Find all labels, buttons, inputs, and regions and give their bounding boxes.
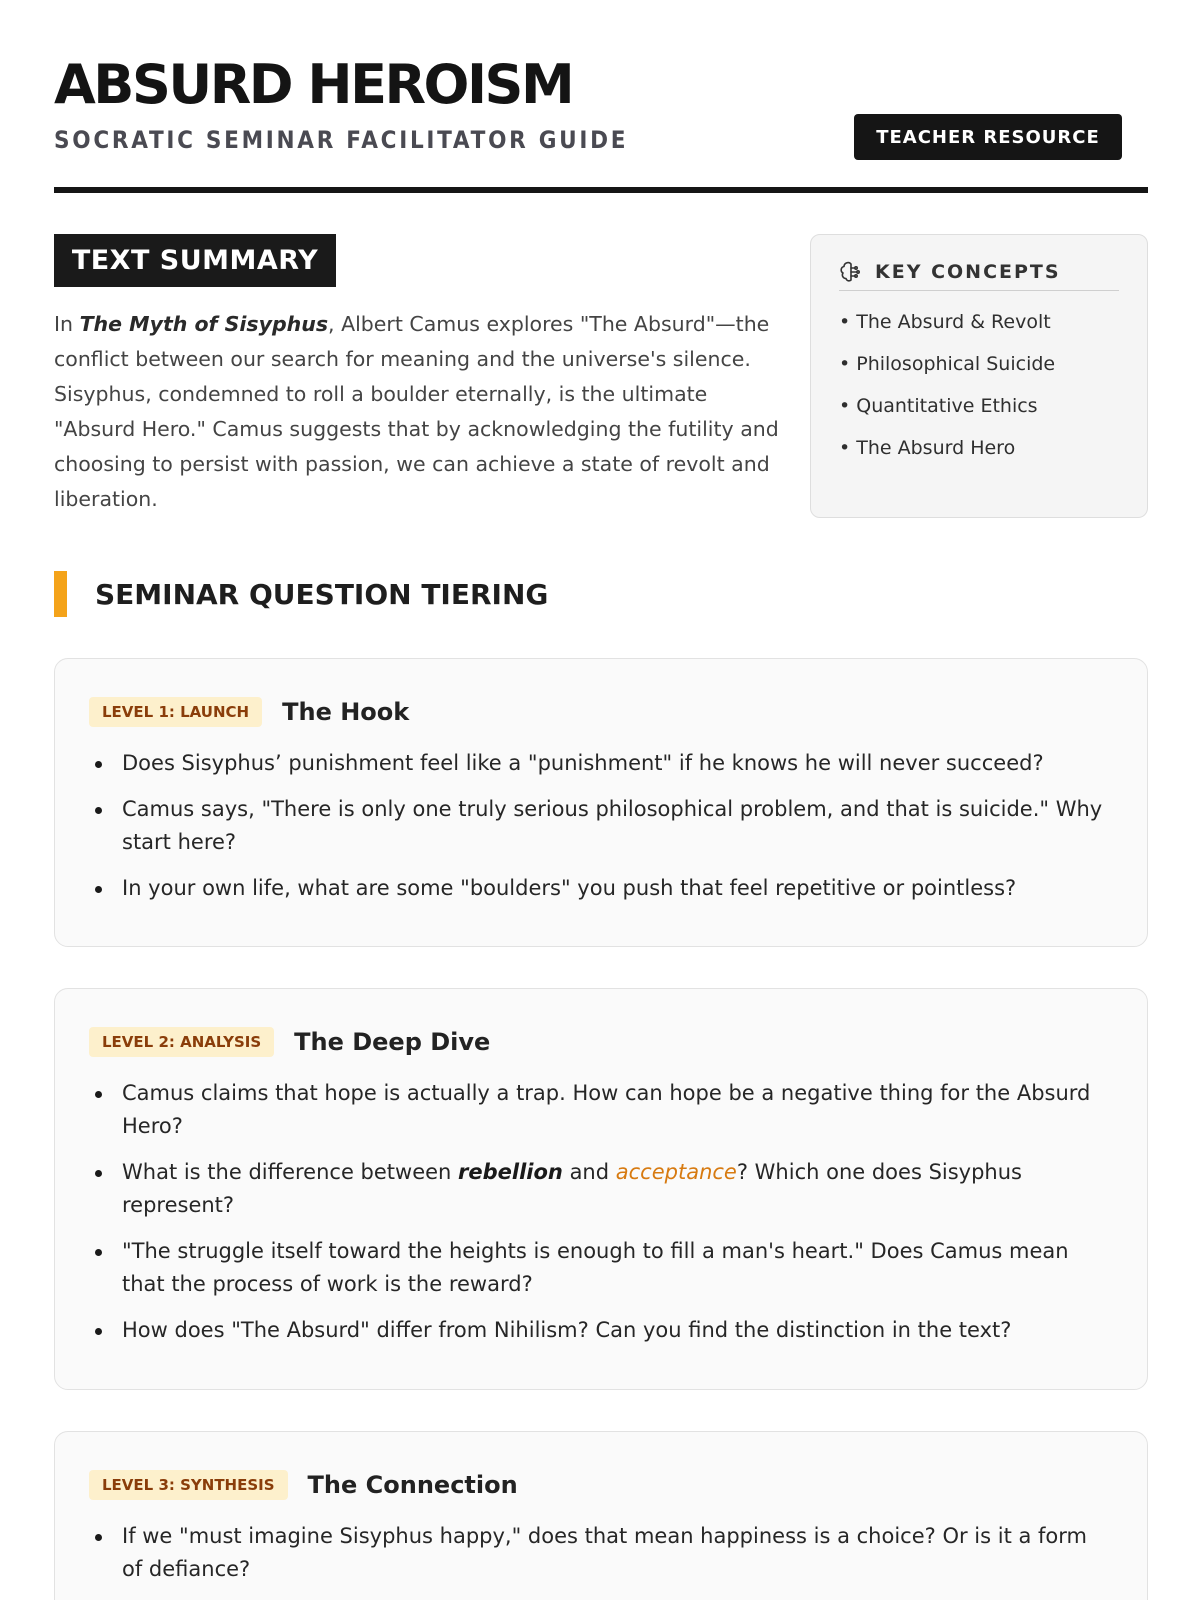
concept-item: • The Absurd & Revolt: [839, 311, 1051, 333]
brain-icon: [839, 260, 863, 284]
level-badge: LEVEL 3: SYNTHESIS: [89, 1470, 288, 1500]
level-3-card: [54, 1431, 1148, 1600]
book-title: The Myth of Sisyphus: [79, 312, 329, 336]
concept-item: • Philosophical Suicide: [839, 353, 1056, 375]
question-item: If we "must imagine Sisyphus happy," does that mean happiness is a choice? Or is it a form of defiance?: [89, 1520, 1113, 1586]
level-title: The Hook: [282, 698, 410, 726]
section-title: SEMINAR QUESTION TIERING: [95, 577, 549, 611]
concept-item: • The Absurd Hero: [839, 437, 1016, 459]
key-concepts-title: KEY CONCEPTS: [875, 260, 1061, 283]
page-header: [54, 53, 1148, 196]
page-title: ABSURD HEROISM: [54, 53, 573, 116]
question-item: In your own life, what are some "boulders" you push that feel repetitive or pointless?: [89, 872, 1113, 905]
text-summary-body: In The Myth of Sisyphus, Albert Camus explores "The Absurd"—the conflict between our search for meaning and the universe's silence. Sisyphus, condemned to roll a boulder eternally, is the ultimate "Absurd Hero." Camus suggests that by acknowledging the futility and choosing to persist with passion, we can achieve a state of revolt and liberation.: [54, 312, 779, 511]
section-heading: [54, 571, 548, 617]
question-item: What is the difference between rebellion and acceptance? Which one does Sisyphus represent?: [89, 1156, 1113, 1222]
section-accent-bar: [54, 571, 67, 617]
key-concepts-panel: [810, 234, 1148, 518]
concept-item: • Quantitative Ethics: [839, 395, 1038, 417]
header-divider: [54, 187, 1148, 193]
level-badge: LEVEL 2: ANALYSIS: [89, 1027, 274, 1057]
level-badge: LEVEL 1: LAUNCH: [89, 697, 262, 727]
page-subtitle: SOCRATIC SEMINAR FACILITATOR GUIDE: [54, 126, 629, 154]
question-item: Camus says, "There is only one truly serious philosophical problem, and that is suicide." Why start here?: [89, 793, 1113, 859]
question-item: Camus claims that hope is actually a trap. How can hope be a negative thing for the Absurd Hero?: [89, 1077, 1113, 1143]
question-item: Does Sisyphus’ punishment feel like a "punishment" if he knows he will never succeed?: [89, 747, 1113, 780]
term-acceptance: acceptance: [615, 1160, 737, 1184]
level-1-card: [54, 658, 1148, 947]
term-rebellion: rebellion: [458, 1160, 563, 1184]
level-title: The Deep Dive: [294, 1028, 491, 1056]
question-item: How does "The Absurd" differ from Nihilism? Can you find the distinction in the text?: [89, 1314, 1113, 1347]
text-summary-label: TEXT SUMMARY: [54, 234, 336, 287]
level-title: The Connection: [307, 1471, 518, 1499]
teacher-resource-badge: TEACHER RESOURCE: [854, 114, 1122, 160]
level-2-card: [54, 988, 1148, 1390]
question-item: "The struggle itself toward the heights is enough to fill a man's heart." Does Camus mean that the process of work is the reward?: [89, 1235, 1113, 1301]
